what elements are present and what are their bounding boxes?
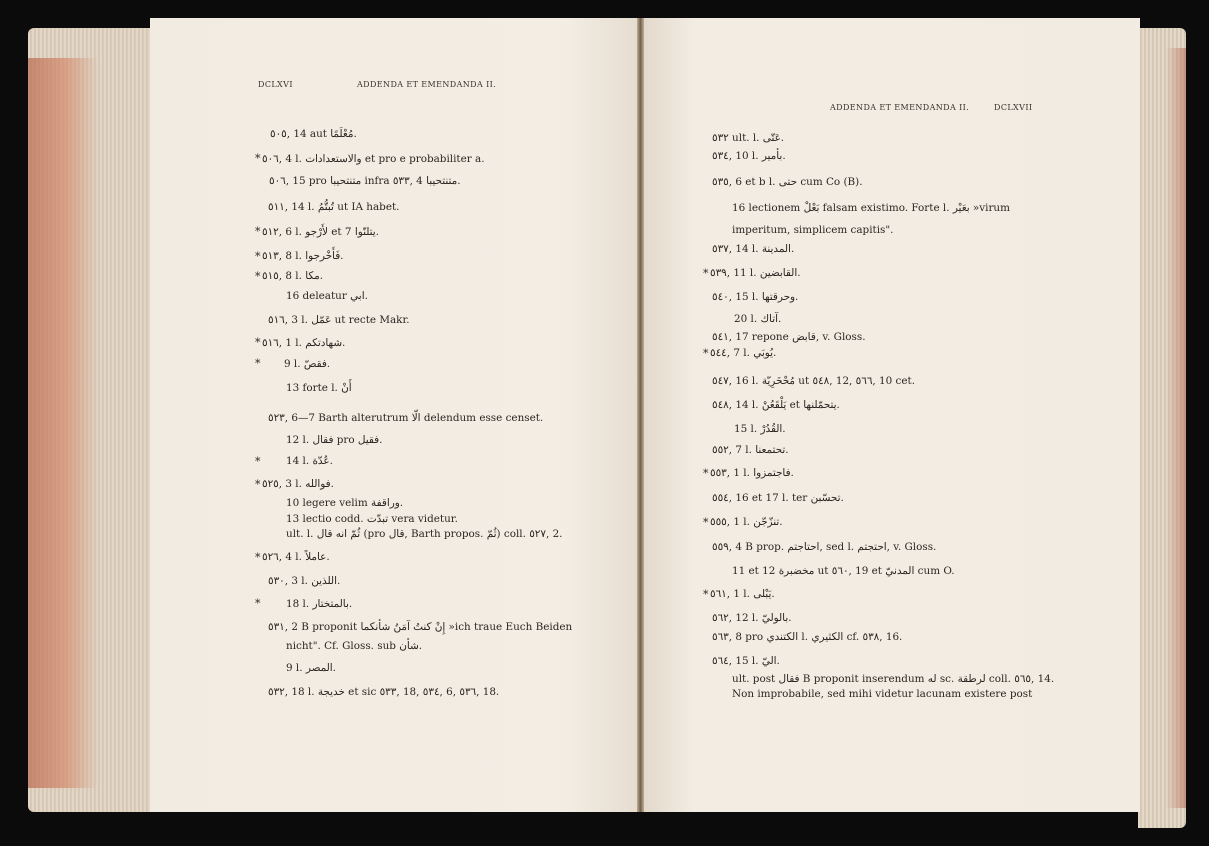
left-line: nicht". Cf. Gloss. sub شأن. — [286, 640, 423, 652]
left-line: 16 deleatur ابي. — [286, 290, 368, 302]
right-line: ult. post فقال B proponit inserendum له sc. لرطقة coll. ٥٦٥, 14. — [732, 673, 1055, 685]
left-line: ٥١١, 14 l. تُبتُّمُ ut IA habet. — [268, 201, 400, 213]
left-line: ٥٢٥, 3 l. فوالله. — [262, 478, 334, 490]
right-page-edges — [1138, 28, 1186, 828]
right-line: ٥٦٢, 12 l. بالوليّ. — [712, 612, 792, 624]
left-line: ٥١٣, 8 l. فَأَخْرجوا. — [262, 250, 344, 262]
right-line: ٥٥٤, 16 et 17 l. ter تحسّبن. — [712, 492, 844, 504]
left-line: ult. l. ثُمّ انه قال (pro قال, Barth propos. ثُمّ) coll. ٥٢٧, 2. — [286, 528, 563, 540]
right-running-title: ADDENDA ET EMENDANDA II. — [830, 103, 970, 112]
right-line: ٥٥٣, 1 l. فاجتمزوا. — [710, 467, 794, 479]
star-marker: * — [255, 270, 261, 283]
left-line: ٥٠٦, 4 l. والاستعدادات et pro e probabiliter a. — [262, 153, 485, 165]
left-line: ٥١٦, 3 l. عَمّل ut recte Makr. — [268, 314, 410, 326]
right-line: ٥٥٩, 4 B prop. احتاجتم, sed l. احتجتم, v. Gloss. — [712, 541, 937, 553]
left-line: ٥١٦, 1 l. شهادتكم. — [262, 337, 346, 349]
right-line: ٥٤٧, 16 l. مُحْخَرِيّة ut ٥٤٨, 12, ٥٦٦, 10 cet. — [712, 375, 915, 387]
left-running-title: ADDENDA ET EMENDANDA II. — [357, 80, 497, 89]
star-marker: * — [703, 467, 709, 480]
left-line: ٥٠٦, 15 pro متنتحيبا infra ٥٣٣, 4 متنتحيبا. — [269, 175, 461, 187]
left-page-number: DCLXVI — [258, 80, 293, 89]
right-line: ٥٣٧, 14 l. المدينة. — [712, 243, 795, 255]
star-marker: * — [255, 478, 261, 491]
right-line: ٥٦١, 1 l. يَبْلى. — [710, 588, 775, 600]
right-line: ٥٣٢ ult. l. عَتّى. — [712, 132, 785, 144]
star-marker: * — [703, 347, 709, 360]
left-line: ٥٢٦, 4 l. عاملاً. — [262, 551, 330, 563]
right-line: 16 lectionem بَعْلْ falsam existimo. Forte l. بعَيْر »virum — [732, 202, 1010, 214]
star-marker: * — [703, 588, 709, 601]
left-line: 13 forte l. أَنْ — [286, 382, 352, 394]
star-marker: * — [255, 225, 261, 238]
left-line: 14 l. عُدّة. — [286, 455, 333, 467]
left-line: 9 l. فقصّ. — [284, 358, 331, 370]
right-line: ٥٤٠, 15 l. وحرقتها. — [712, 291, 799, 303]
left-line: 12 l. فقال pro فقيل. — [286, 434, 383, 446]
star-marker: * — [703, 267, 709, 280]
right-line: 15 l. القُدُرْ. — [734, 423, 786, 435]
right-page-number: DCLXVII — [994, 103, 1033, 112]
right-line: ٥٣٩, 11 l. القابضين. — [710, 267, 801, 279]
right-line: ٥٣٤, 10 l. بأمير. — [712, 150, 786, 162]
star-marker: * — [255, 250, 261, 263]
star-marker: * — [255, 357, 261, 370]
left-line: 13 lectio codd. تبدّت vera videtur. — [286, 513, 458, 525]
right-line: ٥٤١, 17 repone قابض, v. Gloss. — [712, 331, 866, 343]
left-line: ٥١٢, 6 l. لأَرْجو et 7 يتلنّوا. — [262, 226, 379, 238]
left-line: ٥٣٠, 3 l. اللذين. — [268, 575, 341, 587]
left-page-edges — [28, 28, 154, 812]
right-line: 20 l. آتاك. — [734, 313, 782, 325]
right-line: ٥٥٥, 1 l. تنزّجّن. — [710, 516, 783, 528]
right-line: imperitum, simplicem capitis". — [732, 224, 894, 236]
left-line: 10 legere velim وراقفة. — [286, 497, 404, 509]
star-marker: * — [255, 455, 261, 468]
right-line: ٥٣٥, 6 et b l. حتى cum Co (B). — [712, 176, 863, 188]
right-line: 11 et 12 مخضبرة ut ٥٦٠, 19 et المدنيّ cum O. — [732, 565, 955, 577]
left-line: 9 l. المصر. — [286, 662, 336, 674]
right-line: ٥٦٤, 15 l. اليّ. — [712, 655, 780, 667]
star-marker: * — [703, 516, 709, 529]
left-line: 18 l. بالمتختار. — [286, 598, 353, 610]
left-line: ٥٠٥, 14 aut مُعْلَمًا. — [270, 128, 357, 140]
star-marker: * — [255, 152, 261, 165]
left-line: ٥٣٢, 18 l. خديجة et sic ٥٣٣, 18, ٥٣٤, 6, ٥٣٦, 18. — [268, 686, 500, 698]
left-line: ٥٣١, 2 B proponit إِنْ كنتُ آمَنُ شأنكما »ich traue Euch Beiden — [268, 621, 573, 633]
left-line: ٥١٥, 8 l. مكا. — [262, 270, 323, 282]
right-line: Non improbabile, sed mihi videtur lacunam existere post — [732, 688, 1033, 700]
star-marker: * — [255, 597, 261, 610]
star-marker: * — [255, 336, 261, 349]
left-line: ٥٢٣, 6—7 Barth alterutrum الّا delendum esse censet. — [268, 412, 544, 424]
right-line: ٥٦٣, 8 pro الكتندي l. الكثيري cf. ٥٣٨, 16. — [712, 631, 903, 643]
star-marker: * — [255, 551, 261, 564]
right-line: ٥٤٤, 7 l. يُوبَي. — [710, 347, 777, 359]
right-line: ٥٤٨, 14 l. يَلْقَعُنْ et يتحمّلنها. — [712, 399, 840, 411]
right-line: ٥٥٢, 7 l. تحتمعنا. — [712, 444, 789, 456]
